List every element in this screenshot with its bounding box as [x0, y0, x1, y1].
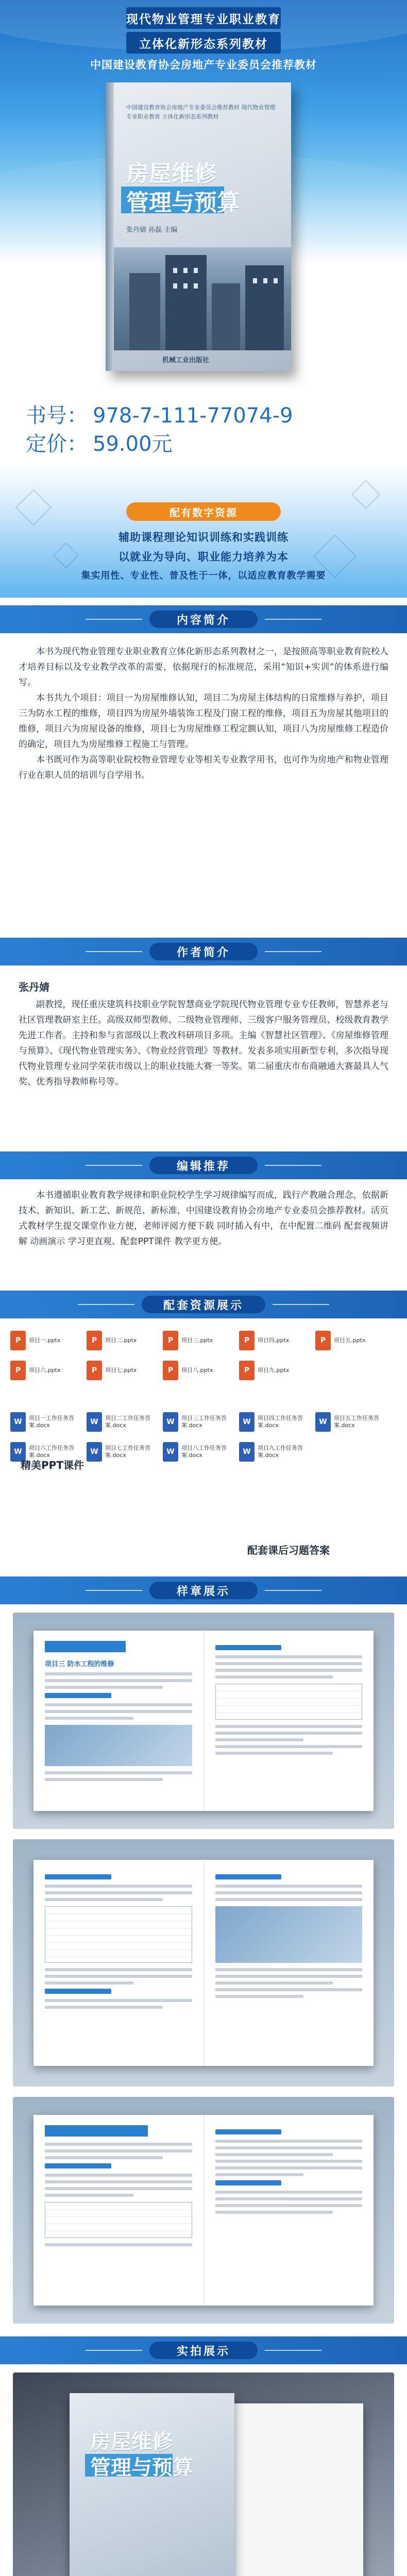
ppt-file-item	[163, 1328, 235, 1353]
slogan-head: 配有数字资源	[126, 502, 281, 521]
cover-title: 房屋维修 管理与预算	[126, 161, 240, 216]
price-value: 59.00元	[93, 432, 173, 456]
section-resources-title: 配套资源展示	[142, 1296, 265, 1313]
powerpoint-icon: P	[163, 1361, 178, 1380]
file-name: 项目五.pptx	[334, 1337, 366, 1344]
ppt-file-item	[315, 1328, 387, 1353]
ppt-file-item	[87, 1358, 159, 1383]
word-icon: W	[87, 1412, 102, 1432]
answer-label: 配套课后习题答案	[247, 1544, 330, 1556]
word-icon: W	[163, 1442, 178, 1462]
powerpoint-icon: P	[315, 1331, 331, 1350]
doc-file-item	[315, 1410, 387, 1434]
sample-page-2	[13, 1839, 394, 2087]
file-name: 项目二.pptx	[105, 1337, 137, 1344]
resources-area	[10, 1328, 397, 1565]
word-icon: W	[10, 1412, 26, 1432]
file-name: 项目七工作任务答案.docx	[105, 1444, 150, 1459]
doc-file-item	[239, 1439, 311, 1464]
section-resources-header	[0, 1291, 407, 1318]
sample-page-1	[13, 1613, 394, 1829]
edit-text	[19, 1188, 388, 1249]
ppt-label: 精美PPT课件	[21, 1459, 84, 1471]
powerpoint-icon: P	[239, 1361, 255, 1380]
file-name: 项目七.pptx	[105, 1367, 137, 1374]
series-badge-2: 立体化新形态系列教材	[126, 32, 281, 54]
file-name: 项目九工作任务答案.docx	[258, 1444, 303, 1459]
price-label: 定价：	[26, 432, 88, 456]
slogan-line-2: 以就业为导向、职业能力培养为本	[118, 551, 289, 563]
powerpoint-icon: P	[10, 1361, 26, 1380]
ppt-file-item	[239, 1328, 311, 1353]
file-name: 项目三工作任务答案.docx	[181, 1414, 227, 1429]
file-name: 项目六.pptx	[29, 1367, 61, 1374]
powerpoint-icon: P	[239, 1331, 255, 1350]
powerpoint-icon: P	[87, 1361, 102, 1380]
doc-file-item	[163, 1439, 235, 1464]
sample-page-head: 项目三 防水工程的维修	[45, 1660, 114, 1668]
file-name: 项目四.pptx	[258, 1337, 290, 1344]
file-name: 项目九.pptx	[258, 1367, 290, 1374]
word-icon: W	[10, 1442, 26, 1462]
slogan-box	[36, 502, 371, 598]
ppt-file-item	[87, 1328, 159, 1353]
powerpoint-icon: P	[87, 1331, 102, 1350]
section-sample-header	[0, 1577, 407, 1604]
section-real-header	[0, 2336, 407, 2364]
ppt-file-item	[10, 1358, 82, 1383]
section-edit-title: 编辑推荐	[149, 1157, 258, 1174]
file-name: 项目一.pptx	[29, 1337, 61, 1344]
powerpoint-icon: P	[10, 1331, 26, 1350]
cover-note: 中国建设教育协会房地产专业委员会推荐教材 现代物业管理专业职业教育 立体化新形态系列教材	[126, 104, 276, 120]
real-photo-1	[13, 2372, 394, 2576]
section-edit-header	[0, 1151, 407, 1179]
hero-banner	[0, 0, 407, 598]
section-intro-title: 内容简介	[149, 611, 258, 628]
file-name: 项目三.pptx	[181, 1337, 213, 1344]
section-author-title: 作者简介	[149, 943, 258, 960]
isbn-row	[26, 399, 293, 429]
doc-file-item	[163, 1410, 235, 1434]
ppt-file-item	[10, 1328, 82, 1353]
file-name: 项目二工作任务答案.docx	[105, 1414, 150, 1429]
word-icon: W	[87, 1442, 102, 1462]
file-name: 项目八.pptx	[181, 1367, 213, 1374]
intro-paragraph: 本书既可作为高等职业院校物业管理专业等相关专业教学用书，也可作为房地产和物业管理行业在职人员的培训与自学用书。	[19, 755, 388, 781]
doc-file-item	[239, 1410, 311, 1434]
sample-page-3	[13, 2097, 394, 2324]
intro-text	[19, 644, 388, 783]
section-intro-header	[0, 605, 407, 633]
price-row	[26, 428, 173, 457]
word-icon: W	[239, 1412, 255, 1432]
word-icon: W	[239, 1442, 255, 1462]
series-badge-1: 现代物业管理专业职业教育	[126, 7, 281, 29]
doc-file-item	[87, 1410, 159, 1434]
cover-building-photo	[114, 247, 291, 350]
slogan-line-1: 辅助课程理论知识训练和实践训练	[118, 531, 289, 544]
real-cover-title: 房屋维修 管理与预算	[90, 2430, 193, 2480]
section-real-title: 实拍展示	[149, 2342, 258, 2359]
isbn-label: 书号：	[26, 404, 88, 428]
doc-file-item	[10, 1410, 82, 1434]
powerpoint-icon: P	[163, 1331, 178, 1350]
section-author-header	[0, 938, 407, 965]
isbn-value: 978-7-111-77074-9	[93, 404, 293, 428]
slogan-line-3: 集实用性、专业性、普及性于一体，以适应教育教学需要	[81, 570, 326, 581]
author-paragraph: 副教授，现任重庆建筑科技职业学院智慧商业学院现代物业管理专业专任教师，智慧养老与社区管理教研室主任。高级双师型教师、二级物业管理师、三级客户服务管理员、校级教育教学先进工作者。主持和参与省部级以上教改科研项目多项。主编《智慧社区管理》、《房屋维修管理与预算》、《现代物业管理实务》、《物业经营管理》等教材。发表多项实用新型专利，多次指导现代物业管理专业同学荣获市级以上的职业技能大赛一等奖。第二届重庆市布商融通大赛最具人气奖、优秀指导教师称号等。	[19, 999, 388, 1087]
ppt-file-item	[163, 1358, 235, 1383]
cover-publisher: 机械工业出版社	[162, 357, 210, 364]
file-name: 项目四工作任务答案.docx	[258, 1414, 303, 1429]
author-text	[19, 997, 388, 1090]
doc-file-item	[87, 1439, 159, 1464]
section-sample-title: 样章展示	[149, 1582, 258, 1599]
intro-paragraph: 本书共九个项目：项目一为房屋维修认知，项目二为房屋主体结构的日常维修与养护，项目三为防水工程的维修，项目四为房屋外墙装饰工程及门窗工程的维修，项目五为房屋其他项目的维修，项目六为房屋设备的维修，项目七为房屋维修工程定额认知，项目八为房屋维修工程造价的确定，项目九为房屋维修工程施工与管理。	[19, 693, 388, 750]
file-name: 项目六工作任务答案.docx	[29, 1444, 74, 1459]
ppt-file-item	[239, 1358, 311, 1383]
word-icon: W	[163, 1412, 178, 1432]
edit-paragraph: 本书遵循职业教育教学规律和职业院校学生学习规律编写而成，践行产教融合理念，依据新技术、新知识、新工艺、新规范、新标准，中国建设教育协会房地产专业委员会推荐教材。活页式教材学生提交课堂作业方便，老师评阅方便下载 同时插入有中，在中配置二维码 配套视频讲解 动画演示 学习更直观、配套PPT课件 教学更方便。	[19, 1190, 388, 1247]
file-name: 项目八工作任务答案.docx	[181, 1444, 227, 1459]
cover-authors: 张丹婧 孙磊 主编	[126, 226, 178, 234]
intro-paragraph: 本书为现代物业管理专业职业教育立体化新形态系列教材之一，是按照高等职业教育院校人才培养目标以及专业教学改革的需要，依据现行的标准规范，采用“知识+实训”的体系进行编写。	[19, 647, 388, 688]
word-icon: W	[315, 1412, 331, 1432]
book-cover	[106, 82, 301, 381]
recommend-text: 中国建设教育协会房地产专业委员会推荐教材	[90, 59, 317, 71]
file-name: 项目五工作任务答案.docx	[334, 1414, 379, 1429]
author-name: 张丹婧	[19, 981, 49, 993]
file-name: 项目一工作任务答案.docx	[29, 1414, 74, 1429]
